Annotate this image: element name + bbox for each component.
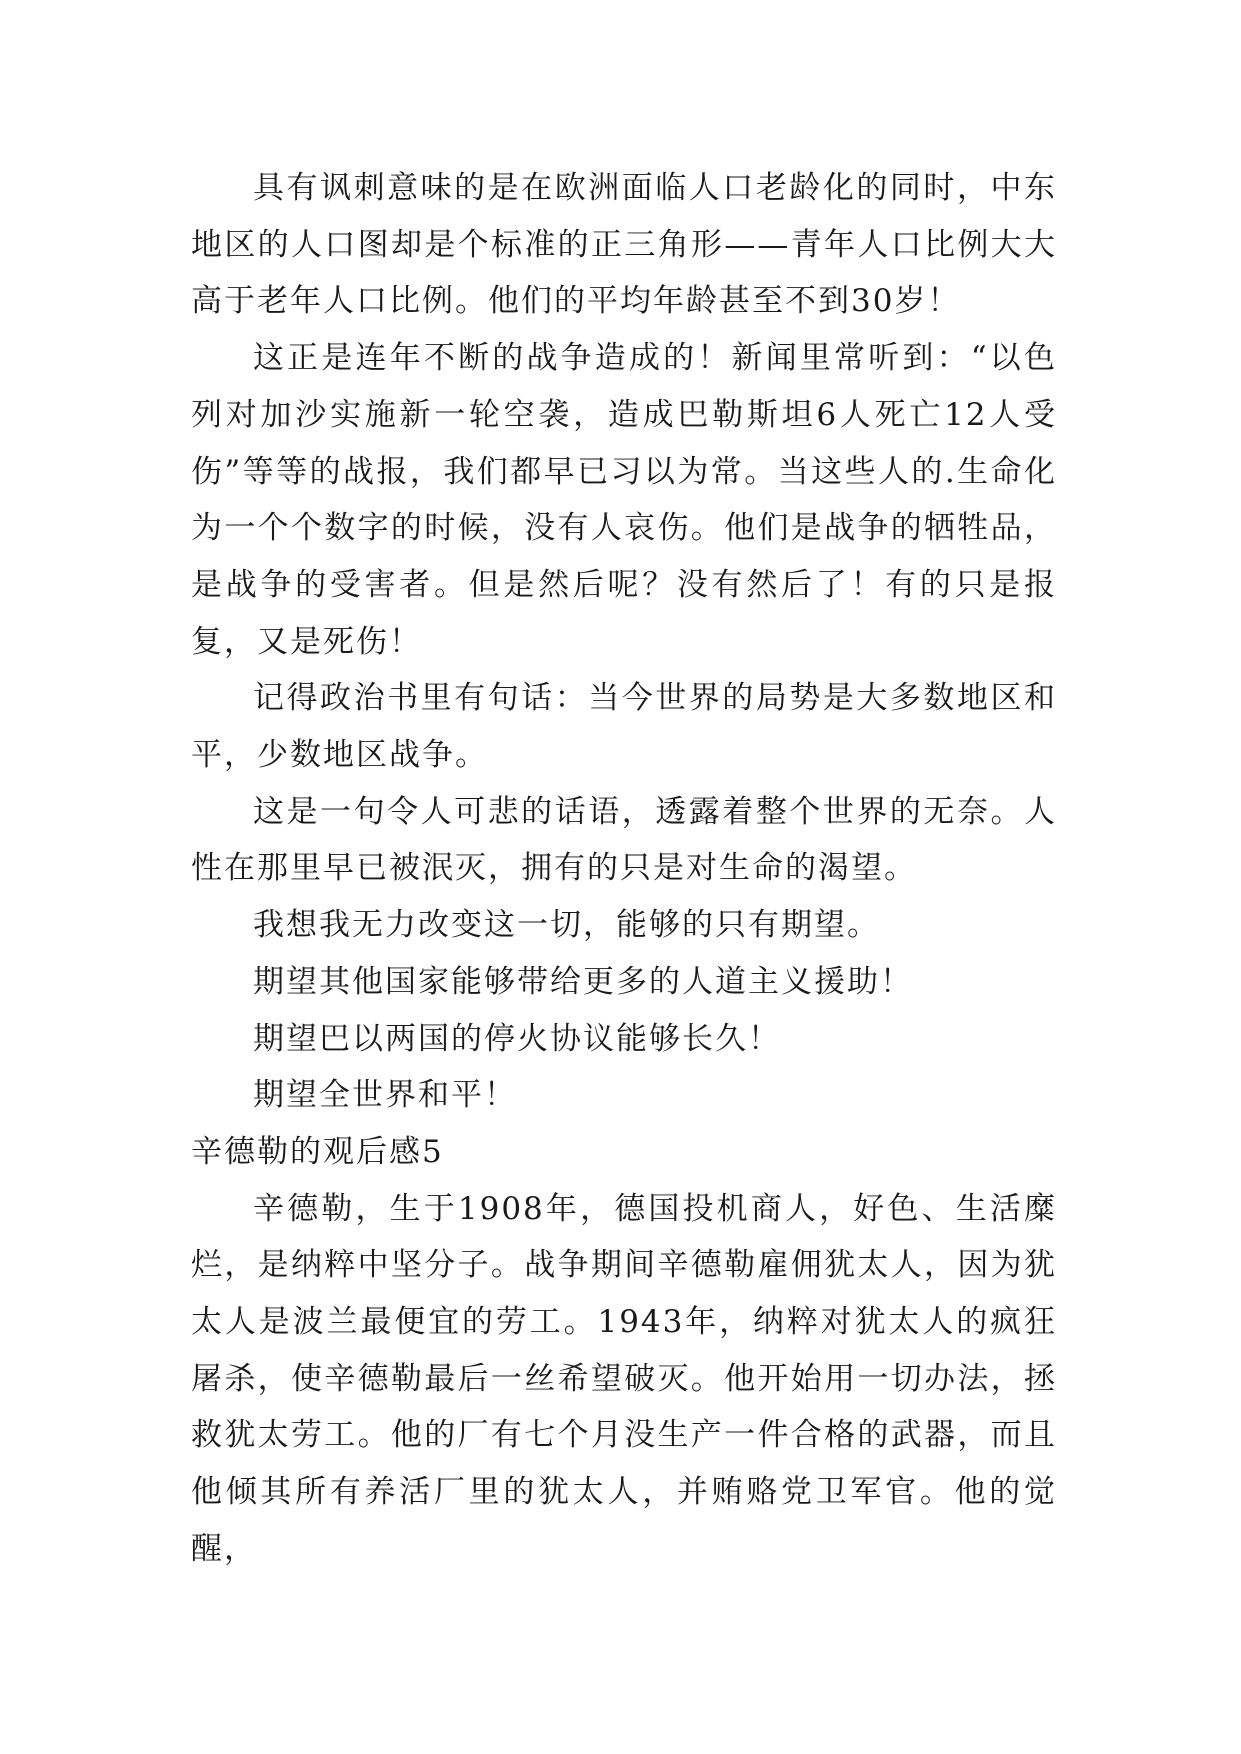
paragraph-hope-ceasefire: 期望巴以两国的停火协议能够长久！: [253, 1020, 781, 1057]
paragraph-hope-aid: 期望其他国家能够带给更多的人道主义援助！: [253, 963, 913, 1000]
paragraph-war-causes: 这正是连年不断的战争造成的！新闻里常听到：“以色列对加沙实施新一轮空袭，造成巴勒斯坦6人死亡12人受伤”等等的战报，我们都早已习以为常。当这些人的.生命化为一个个数字的时候，没有人哀伤。他们是战争的牺牲品，是战争的受害者。但是然后呢？没有然后了！有的只是报复，又是死伤！: [191, 340, 1057, 660]
paragraph-politics-quote: 记得政治书里有句话：当今世界的局势是大多数地区和平，少数地区战争。: [191, 680, 1057, 774]
section-title: 辛德勒的观后感5: [191, 1133, 444, 1170]
paragraph-hope: 我想我无力改变这一切，能够的只有期望。: [253, 907, 880, 944]
document-body: [191, 160, 1057, 1578]
paragraph-hope-peace: 期望全世界和平！: [253, 1077, 517, 1114]
paragraph-sad-words: 这是一句令人可悲的话语，透露着整个世界的无奈。人性在那里早已被泯灭，拥有的只是对生命的渴望。: [191, 793, 1057, 887]
paragraph-irony: 具有讽刺意味的是在欧洲面临人口老龄化的同时，中东地区的人口图却是个标准的正三角形——青年人口比例大大高于老年人口比例。他们的平均年龄甚至不到30岁！: [191, 170, 1057, 320]
paragraph-schindler: 辛德勒，生于1908年，德国投机商人，好色、生活糜烂，是纳粹中坚分子。战争期间辛德勒雇佣犹太人，因为犹太人是波兰最便宜的劳工。1943年，纳粹对犹太人的疯狂屠杀，使辛德勒最后一丝希望破灭。他开始用一切办法，拯救犹太劳工。他的厂有七个月没生产一件合格的武器，而且他倾其所有养活厂里的犹太人，并贿赂党卫军官。他的觉醒，: [191, 1190, 1057, 1567]
